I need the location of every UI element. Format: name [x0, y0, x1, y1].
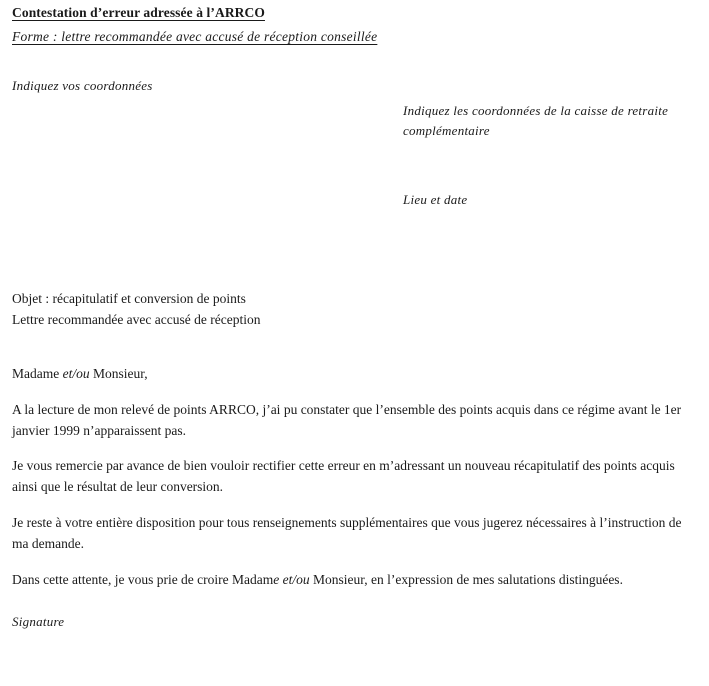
- sender-address-placeholder: Indiquez vos coordonnées: [12, 78, 153, 93]
- place-and-date-placeholder: Lieu et date: [403, 192, 468, 207]
- body-paragraph-1: A la lecture de mon relevé de points ARRCO, j’ai pu constater que l’ensemble des points acquis dans ce régime avant le 1er janvier 1999 n’apparaissent pas.: [12, 402, 682, 438]
- subject-block: [12, 288, 692, 330]
- document-title: Contestation d’erreur adressée à l’ARRCO: [12, 5, 265, 20]
- subject-line-object: Objet : récapitulatif et conversion de points: [12, 291, 246, 306]
- salutation-line: [12, 363, 148, 384]
- closing-before: Dans cette attente, je vous prie de croire Madam: [12, 572, 274, 587]
- document-subtitle: Forme : lettre recommandée avec accusé de réception conseillée: [12, 29, 378, 44]
- salutation-after: Monsieur,: [89, 366, 148, 381]
- body-paragraph-4: [12, 569, 686, 590]
- letter-body: [12, 399, 686, 590]
- signature-placeholder: Signature: [12, 614, 65, 629]
- body-paragraph-3: Je reste à votre entière disposition pour tous renseignements supplémentaires que vous jugerez nécessaires à l’instruction de ma demande.: [12, 515, 682, 551]
- salutation-italic-etou: et/ou: [62, 366, 90, 381]
- closing-after: Monsieur, en l’expression de mes salutations distinguées.: [309, 572, 623, 587]
- body-paragraph-2: Je vous remercie par avance de bien vouloir rectifier cette erreur en m’adressant un nouveau récapitulatif des points acquis ainsi que le résultat de leur conversion.: [12, 458, 675, 494]
- recipient-address-placeholder: Indiquez les coordonnées de la caisse de retraite complémentaire: [403, 103, 669, 138]
- salutation-before: Madame: [12, 366, 63, 381]
- closing-italic-etou: e et/ou: [273, 572, 310, 587]
- subject-line-mail-type: Lettre recommandée avec accusé de réception: [12, 312, 261, 327]
